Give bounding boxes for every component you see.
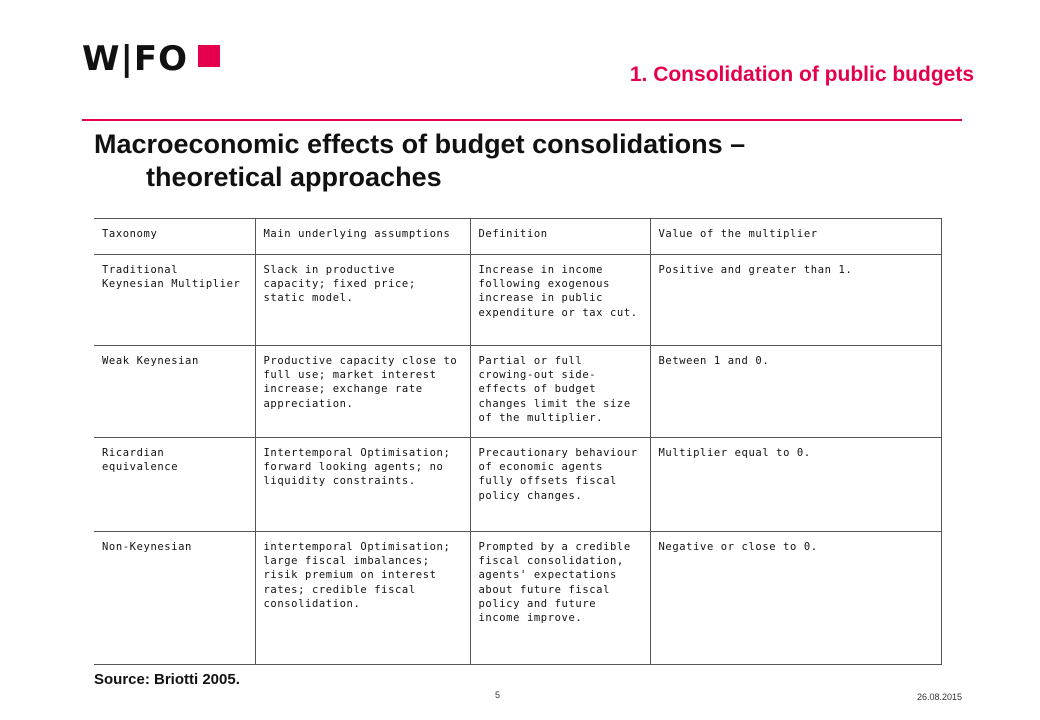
header-definition: Definition [470, 219, 650, 255]
cell-definition: Increase in income following exogenous increase in public expenditure or tax cut. [470, 255, 650, 346]
cell-multiplier: Negative or close to 0. [650, 532, 941, 665]
logo-square [198, 45, 220, 67]
cell-taxonomy: Weak Keynesian [94, 346, 255, 438]
cell-taxonomy: Non-Keynesian [94, 532, 255, 665]
table-header-row [94, 219, 941, 255]
cell-definition: Precautionary behaviour of economic agents fully offsets fiscal policy changes. [470, 438, 650, 532]
cell-definition: Partial or full crowing-out side-effects of budget changes limit the size of the multiplier. [470, 346, 650, 438]
header-multiplier: Value of the multiplier [650, 219, 941, 255]
logo-text: W|FO [82, 39, 189, 79]
cell-assumptions: Slack in productive capacity; fixed price; static model. [255, 255, 470, 346]
cell-taxonomy: Traditional Keynesian Multiplier [94, 255, 255, 346]
cell-multiplier: Between 1 and 0. [650, 346, 941, 438]
cell-definition: Prompted by a credible fiscal consolidation, agents' expectations about future fiscal policy and future income improve. [470, 532, 650, 665]
wifo-logo [82, 39, 220, 79]
table-row [94, 532, 941, 665]
page-number: 5 [495, 690, 501, 700]
header-divider [82, 119, 962, 121]
cell-assumptions: Intertemporal Optimisation; forward looking agents; no liquidity constraints. [255, 438, 470, 532]
header-assumptions: Main underlying assumptions [255, 219, 470, 255]
slide-date: 26.08.2015 [916, 692, 962, 702]
cell-taxonomy: Ricardian equivalence [94, 438, 255, 532]
table-row [94, 438, 941, 532]
cell-assumptions: Productive capacity close to full use; market interest increase; exchange rate appreciation. [255, 346, 470, 438]
slide-heading [94, 128, 954, 194]
cell-multiplier: Multiplier equal to 0. [650, 438, 941, 532]
table-row [94, 346, 941, 438]
heading-line-2: theoretical approaches [146, 162, 442, 192]
cell-multiplier: Positive and greater than 1. [650, 255, 941, 346]
section-title: 1. Consolidation of public budgets [629, 63, 974, 86]
cell-assumptions: intertemporal Optimisation; large fiscal imbalances; risik premium on interest rates; credible fiscal consolidation. [255, 532, 470, 665]
header-taxonomy: Taxonomy [94, 219, 255, 255]
multiplier-table [94, 218, 941, 664]
source-note: Source: Briotti 2005. [94, 671, 240, 688]
table-row [94, 255, 941, 346]
heading-line-1: Macroeconomic effects of budget consolidations – [94, 129, 746, 159]
